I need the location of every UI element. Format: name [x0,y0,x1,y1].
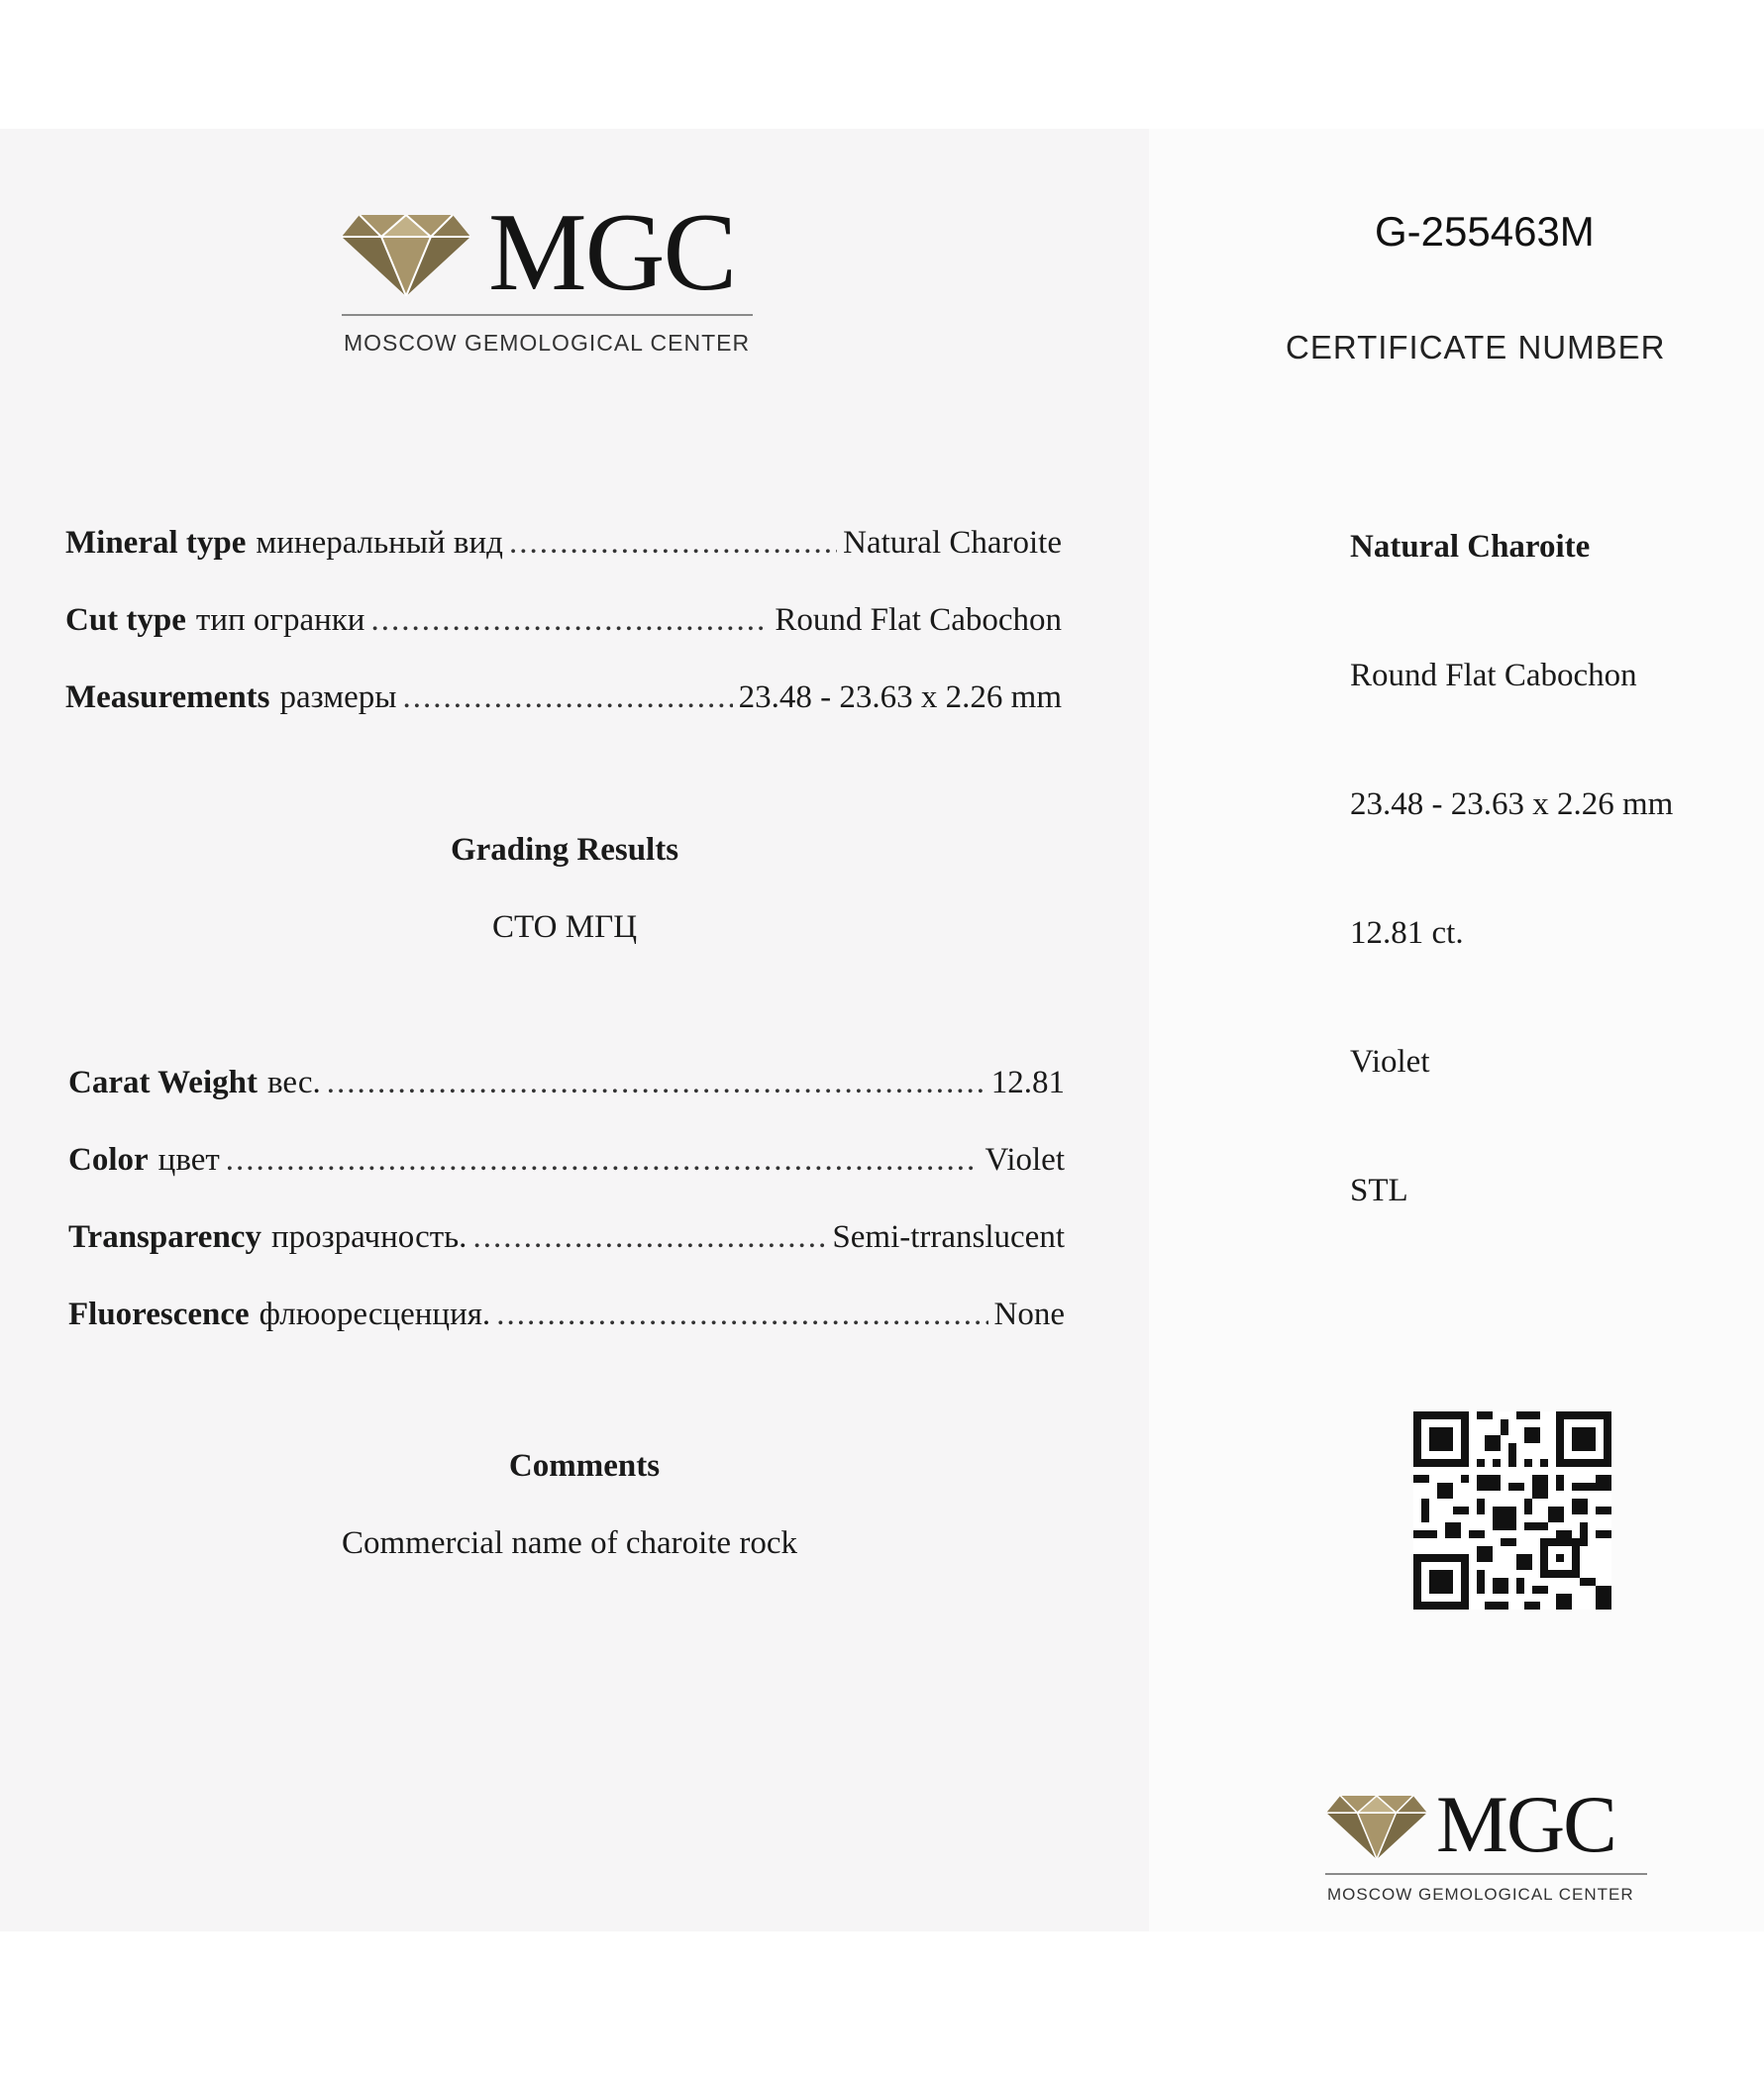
grading-results-heading: Grading Results [450,832,679,868]
grading-label: Color [68,1142,149,1178]
detail-value: Round Flat Cabochon [775,602,1062,638]
grading-label: Fluorescence [68,1297,250,1332]
grading-label-ru: вес. [266,1065,321,1100]
summary-carat-weight: 12.81 ct. [1350,915,1464,951]
logo-wordmark: MGC [488,191,736,314]
summary-cut-type: Round Flat Cabochon [1350,658,1637,693]
grading-label-ru: прозрачность. [270,1219,467,1255]
grading-row-color [68,1142,1065,1192]
logo-wordmark: MGC [1436,1779,1615,1869]
grading-label: Carat Weight [68,1065,258,1100]
grading-row-fluorescence [68,1297,1065,1346]
detail-label: Cut type [65,602,186,638]
logo-subtitle: MOSCOW GEMOLOGICAL CENTER [344,330,751,356]
qr-code-icon [1413,1411,1611,1610]
grading-standard: СТО МГЦ [491,909,638,945]
detail-row-mineral-type [65,525,1062,574]
summary-code: STL [1350,1173,1408,1208]
grading-label-ru: флюоресценция. [259,1297,491,1332]
certificate-left-panel [0,129,1149,1931]
detail-label-ru: размеры [279,679,397,715]
detail-label-ru: минеральный вид [256,525,503,561]
detail-value: Natural Charoite [843,525,1062,561]
grading-label-ru: цвет [157,1142,220,1178]
summary-mineral-type: Natural Charoite [1350,529,1591,565]
detail-label: Measurements [65,679,270,715]
grading-row-transparency [68,1219,1065,1269]
detail-value: 23.48 - 23.63 x 2.26 mm [738,679,1062,715]
comments-text: Commercial name of charoite rock [342,1525,797,1561]
grading-value: Violet [985,1142,1065,1178]
grading-value: 12.81 [990,1065,1065,1100]
grading-value: Semi-trranslucent [832,1219,1065,1255]
mgc-logo-small [1325,1779,1652,1907]
mgc-logo [342,191,758,362]
detail-row-measurements [65,679,1062,729]
summary-color: Violet [1350,1044,1430,1080]
diamond-icon [342,215,470,296]
certificate-number-label: CERTIFICATE NUMBER [1286,329,1666,365]
detail-label-ru: тип огранки [195,602,365,638]
diamond-icon [1325,1796,1428,1859]
grading-label: Transparency [68,1219,261,1255]
certificate-number: G-255463M [1375,208,1595,255]
detail-label: Mineral type [65,525,247,561]
summary-measurements: 23.48 - 23.63 x 2.26 mm [1350,786,1674,822]
detail-row-cut-type [65,602,1062,652]
grading-row-carat-weight [68,1065,1065,1114]
logo-subtitle: MOSCOW GEMOLOGICAL CENTER [1327,1885,1634,1904]
comments-heading: Comments [508,1448,661,1484]
certificate-right-panel [1149,129,1764,1931]
grading-value: None [993,1297,1065,1332]
